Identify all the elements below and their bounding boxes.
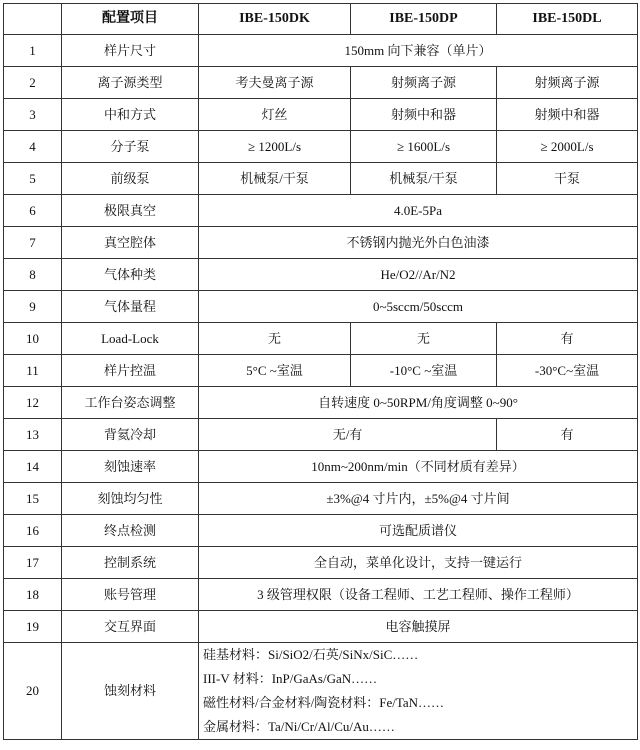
- row-number: 3: [4, 99, 62, 131]
- row-number: 16: [4, 515, 62, 547]
- row-item: 刻蚀均匀性: [62, 483, 199, 515]
- row-number: 11: [4, 355, 62, 387]
- row-value-all: 电容触摸屏: [199, 611, 638, 643]
- etch-materials-cell: [199, 643, 638, 740]
- row-value-all: 3 级管理权限（设备工程师、工艺工程师、操作工程师）: [199, 579, 638, 611]
- row-value-dp: 无: [351, 323, 497, 355]
- etch-material-line: 磁性材料/合金材料/陶瓷材料：Fe/TaN……: [203, 695, 445, 710]
- row-value-dk: 5°C ~室温: [199, 355, 351, 387]
- row-item: 中和方式: [62, 99, 199, 131]
- header-model-dl: IBE-150DL: [497, 4, 638, 35]
- row-value-dl: -30°C~室温: [497, 355, 638, 387]
- row-value-all: 全自动，菜单化设计，支持一键运行: [199, 547, 638, 579]
- row-value-dk-dp: 无/有: [199, 419, 497, 451]
- row-item: 终点检测: [62, 515, 199, 547]
- row-value-dl: ≥ 2000L/s: [497, 131, 638, 163]
- header-row: [4, 4, 638, 35]
- row-value-dl: 有: [497, 323, 638, 355]
- row-value-dp: 机械泵/干泵: [351, 163, 497, 195]
- row-value-dk: 机械泵/干泵: [199, 163, 351, 195]
- table-row: [4, 291, 638, 323]
- row-value-all: 可选配质谱仪: [199, 515, 638, 547]
- row-value-all: 不锈钢内抛光外白色油漆: [199, 227, 638, 259]
- row-number: 12: [4, 387, 62, 419]
- table-row: [4, 99, 638, 131]
- table-row: [4, 195, 638, 227]
- row-number: 9: [4, 291, 62, 323]
- row-value-dk: 灯丝: [199, 99, 351, 131]
- row-value-dp: ≥ 1600L/s: [351, 131, 497, 163]
- row-value-dk: 考夫曼离子源: [199, 67, 351, 99]
- row-value-all: 自转速度 0~50RPM/角度调整 0~90°: [199, 387, 638, 419]
- table-row: [4, 611, 638, 643]
- row-value-all: 150mm 向下兼容（单片）: [199, 35, 638, 67]
- row-item: 控制系统: [62, 547, 199, 579]
- row-item: 蚀刻材料: [62, 643, 199, 740]
- row-item: 前级泵: [62, 163, 199, 195]
- table-row: [4, 35, 638, 67]
- table-row: [4, 419, 638, 451]
- header-item: 配置项目: [62, 4, 199, 35]
- row-number: 17: [4, 547, 62, 579]
- row-number: 1: [4, 35, 62, 67]
- row-number: 10: [4, 323, 62, 355]
- row-item: 真空腔体: [62, 227, 199, 259]
- row-item: Load-Lock: [62, 323, 199, 355]
- spec-table: [3, 3, 638, 740]
- row-item: 样片尺寸: [62, 35, 199, 67]
- etch-material-line: 硅基材料：Si/SiO2/石英/SiNx/SiC……: [203, 647, 419, 662]
- row-item: 离子源类型: [62, 67, 199, 99]
- row-number: 7: [4, 227, 62, 259]
- row-value-dl: 射频离子源: [497, 67, 638, 99]
- row-item: 分子泵: [62, 131, 199, 163]
- row-value-all: ±3%@4 寸片内，±5%@4 寸片间: [199, 483, 638, 515]
- row-item: 工作台姿态调整: [62, 387, 199, 419]
- table-row: [4, 259, 638, 291]
- header-index: [4, 4, 62, 35]
- row-value-dp: 射频中和器: [351, 99, 497, 131]
- row-item: 极限真空: [62, 195, 199, 227]
- row-number: 6: [4, 195, 62, 227]
- row-item: 账号管理: [62, 579, 199, 611]
- row-value-all: 4.0E-5Pa: [199, 195, 638, 227]
- row-number: 19: [4, 611, 62, 643]
- row-item: 刻蚀速率: [62, 451, 199, 483]
- table-row: [4, 323, 638, 355]
- row-value-dl: 干泵: [497, 163, 638, 195]
- table-row: [4, 67, 638, 99]
- row-value-dk: ≥ 1200L/s: [199, 131, 351, 163]
- table-row: [4, 131, 638, 163]
- row-number: 4: [4, 131, 62, 163]
- header-model-dp: IBE-150DP: [351, 4, 497, 35]
- table-row: [4, 515, 638, 547]
- row-value-dl: 有: [497, 419, 638, 451]
- header-model-dk: IBE-150DK: [199, 4, 351, 35]
- table-row: [4, 387, 638, 419]
- row-item: 样片控温: [62, 355, 199, 387]
- row-item: 气体量程: [62, 291, 199, 323]
- table-row: [4, 451, 638, 483]
- row-number: 18: [4, 579, 62, 611]
- row-value-dp: -10°C ~室温: [351, 355, 497, 387]
- table-row: [4, 227, 638, 259]
- row-number: 15: [4, 483, 62, 515]
- row-item: 气体种类: [62, 259, 199, 291]
- row-number: 5: [4, 163, 62, 195]
- table-row: [4, 483, 638, 515]
- row-item: 交互界面: [62, 611, 199, 643]
- row-value-all: 10nm~200nm/min（不同材质有差异）: [199, 451, 638, 483]
- row-value-dk: 无: [199, 323, 351, 355]
- row-value-dp: 射频离子源: [351, 67, 497, 99]
- etch-material-line: 金属材料：Ta/Ni/Cr/Al/Cu/Au……: [203, 719, 395, 734]
- row-number: 14: [4, 451, 62, 483]
- table-row: [4, 579, 638, 611]
- table-row: [4, 163, 638, 195]
- etch-material-line: III-V 材料：InP/GaAs/GaN……: [203, 671, 378, 686]
- row-number: 8: [4, 259, 62, 291]
- row-value-all: He/O2//Ar/N2: [199, 259, 638, 291]
- table-row: [4, 547, 638, 579]
- table-row: [4, 355, 638, 387]
- row-number: 2: [4, 67, 62, 99]
- row-item: 背氦冷却: [62, 419, 199, 451]
- row-value-dl: 射频中和器: [497, 99, 638, 131]
- table-row: [4, 643, 638, 740]
- row-number: 20: [4, 643, 62, 740]
- row-number: 13: [4, 419, 62, 451]
- row-value-all: 0~5sccm/50sccm: [199, 291, 638, 323]
